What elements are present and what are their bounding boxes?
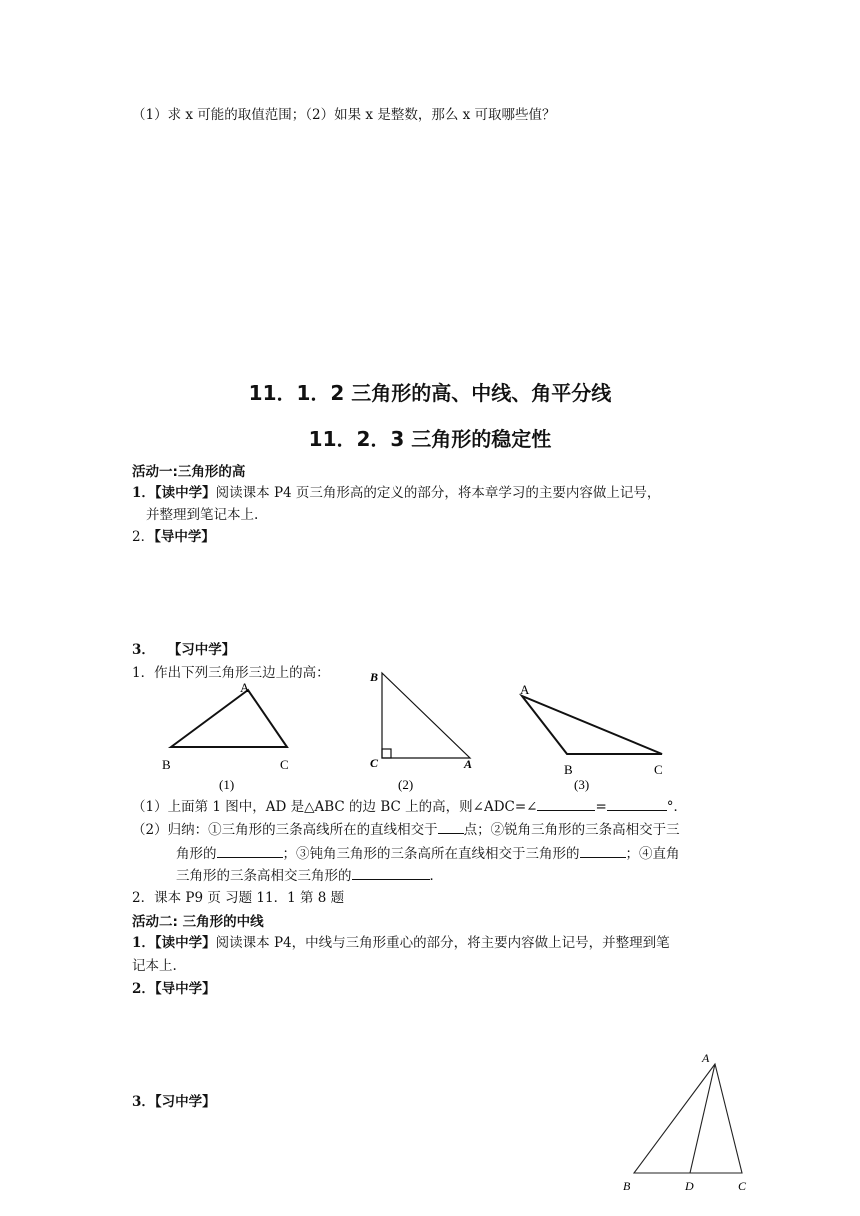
fig-label-2: (2) xyxy=(398,777,414,792)
act2-item-2 xyxy=(132,980,216,998)
section-title-2: 11．2．3 三角形的稳定性 xyxy=(308,427,552,451)
item-number: 3． xyxy=(132,642,155,658)
item-number: 1． xyxy=(132,485,155,501)
act2-item-1 xyxy=(132,934,670,952)
tri1-label-b: B xyxy=(162,757,171,772)
median-label-d: D xyxy=(685,1179,694,1193)
tri2-label-a: A xyxy=(464,757,473,771)
act1-item-3 xyxy=(132,641,235,659)
tri2-label-c: C xyxy=(370,756,379,770)
question-text: （2）归纳：①三角形的三条高线所在的直线相交于 xyxy=(132,822,438,838)
item-number: 3． xyxy=(132,1094,155,1110)
question-text: （1）上面第 1 图中，AD 是△ABC 的边 BC 上的高，则∠ADC=∠ xyxy=(132,799,538,815)
fill-question-2-line3 xyxy=(176,867,443,885)
top-question: （1）求 x 可能的取值范围；（2）如果 x 是整数，那么 x 可取哪些值？ xyxy=(132,107,556,123)
exercise-1: 1．作出下列三角形三边上的高： xyxy=(132,665,330,681)
item-number: 2． xyxy=(132,981,155,997)
fig-label-1: (1) xyxy=(219,777,235,792)
question-text: ；④直角 xyxy=(625,846,680,862)
item-number: 2． xyxy=(132,529,155,545)
triangle-3 xyxy=(520,682,663,792)
answer-blank-angle[interactable] xyxy=(537,798,595,811)
median-triangle-figure xyxy=(600,1045,770,1216)
triangle-1 xyxy=(162,680,289,792)
fig-label-3: (3) xyxy=(574,777,590,792)
tri1-label-c: C xyxy=(280,757,289,772)
exercise-2: 2．课本 P9 页 习题 11．1 第 8 题 xyxy=(132,890,345,906)
item-tag: 【导中学】 xyxy=(154,981,216,997)
question-text: 点；②锐角三角形的三条高相交于三 xyxy=(463,822,680,838)
act1-item-2 xyxy=(132,528,215,546)
item-text: 阅读课本 P4，中线与三角形重心的部分，将主要内容做上记号，并整理到笔 xyxy=(215,935,670,951)
question-text: 角形的 xyxy=(176,846,217,862)
fill-question-1 xyxy=(132,798,687,816)
tri3-label-a: A xyxy=(520,682,530,697)
median-label-c: C xyxy=(738,1179,747,1193)
tri3-label-c: C xyxy=(654,762,663,777)
triangle-figures xyxy=(0,660,860,795)
fill-question-2-line2 xyxy=(176,845,680,863)
activity-2-heading: 活动二: 三角形的中线 xyxy=(132,914,264,930)
item-tag: 【读中学】 xyxy=(154,935,216,951)
question-text: °． xyxy=(666,799,688,815)
median-label-a: A xyxy=(702,1051,710,1065)
answer-blank-3[interactable] xyxy=(580,845,626,858)
question-text: ． xyxy=(429,868,443,884)
item-text: 阅读课本 P4 页三角形高的定义的部分，将本章学习的主要内容做上记号， xyxy=(215,485,661,501)
item-number: 1． xyxy=(132,935,155,951)
act2-item-3 xyxy=(132,1093,216,1111)
answer-blank-1[interactable] xyxy=(438,821,464,834)
tri3-label-b: B xyxy=(564,762,573,777)
item-tag: 【导中学】 xyxy=(154,529,215,545)
question-text: ；③钝角三角形的三条高所在直线相交于三角形的 xyxy=(282,846,580,862)
question-text: 三角形的三条高相交三角形的 xyxy=(176,868,352,884)
answer-blank-4[interactable] xyxy=(352,867,430,880)
activity-1-heading: 活动一:三角形的高 xyxy=(132,464,246,480)
act2-item-1-cont: 记本上. xyxy=(132,958,177,974)
item-tag: 【读中学】 xyxy=(154,485,216,501)
answer-blank-2[interactable] xyxy=(217,845,283,858)
act1-item-1 xyxy=(132,484,660,502)
median-label-b: B xyxy=(623,1179,631,1193)
item-tag: 【习中学】 xyxy=(154,1094,216,1110)
tri2-label-b: B xyxy=(370,670,379,684)
question-text: = xyxy=(595,799,607,815)
fill-question-2 xyxy=(132,821,680,839)
triangle-2 xyxy=(369,670,472,792)
act1-item-1-cont: 并整理到笔记本上. xyxy=(146,507,259,523)
section-title-1: 11．1．2 三角形的高、中线、角平分线 xyxy=(248,381,612,405)
tri1-label-a: A xyxy=(240,680,250,695)
item-tag: 【习中学】 xyxy=(167,642,236,658)
answer-blank-degree[interactable] xyxy=(607,798,667,811)
